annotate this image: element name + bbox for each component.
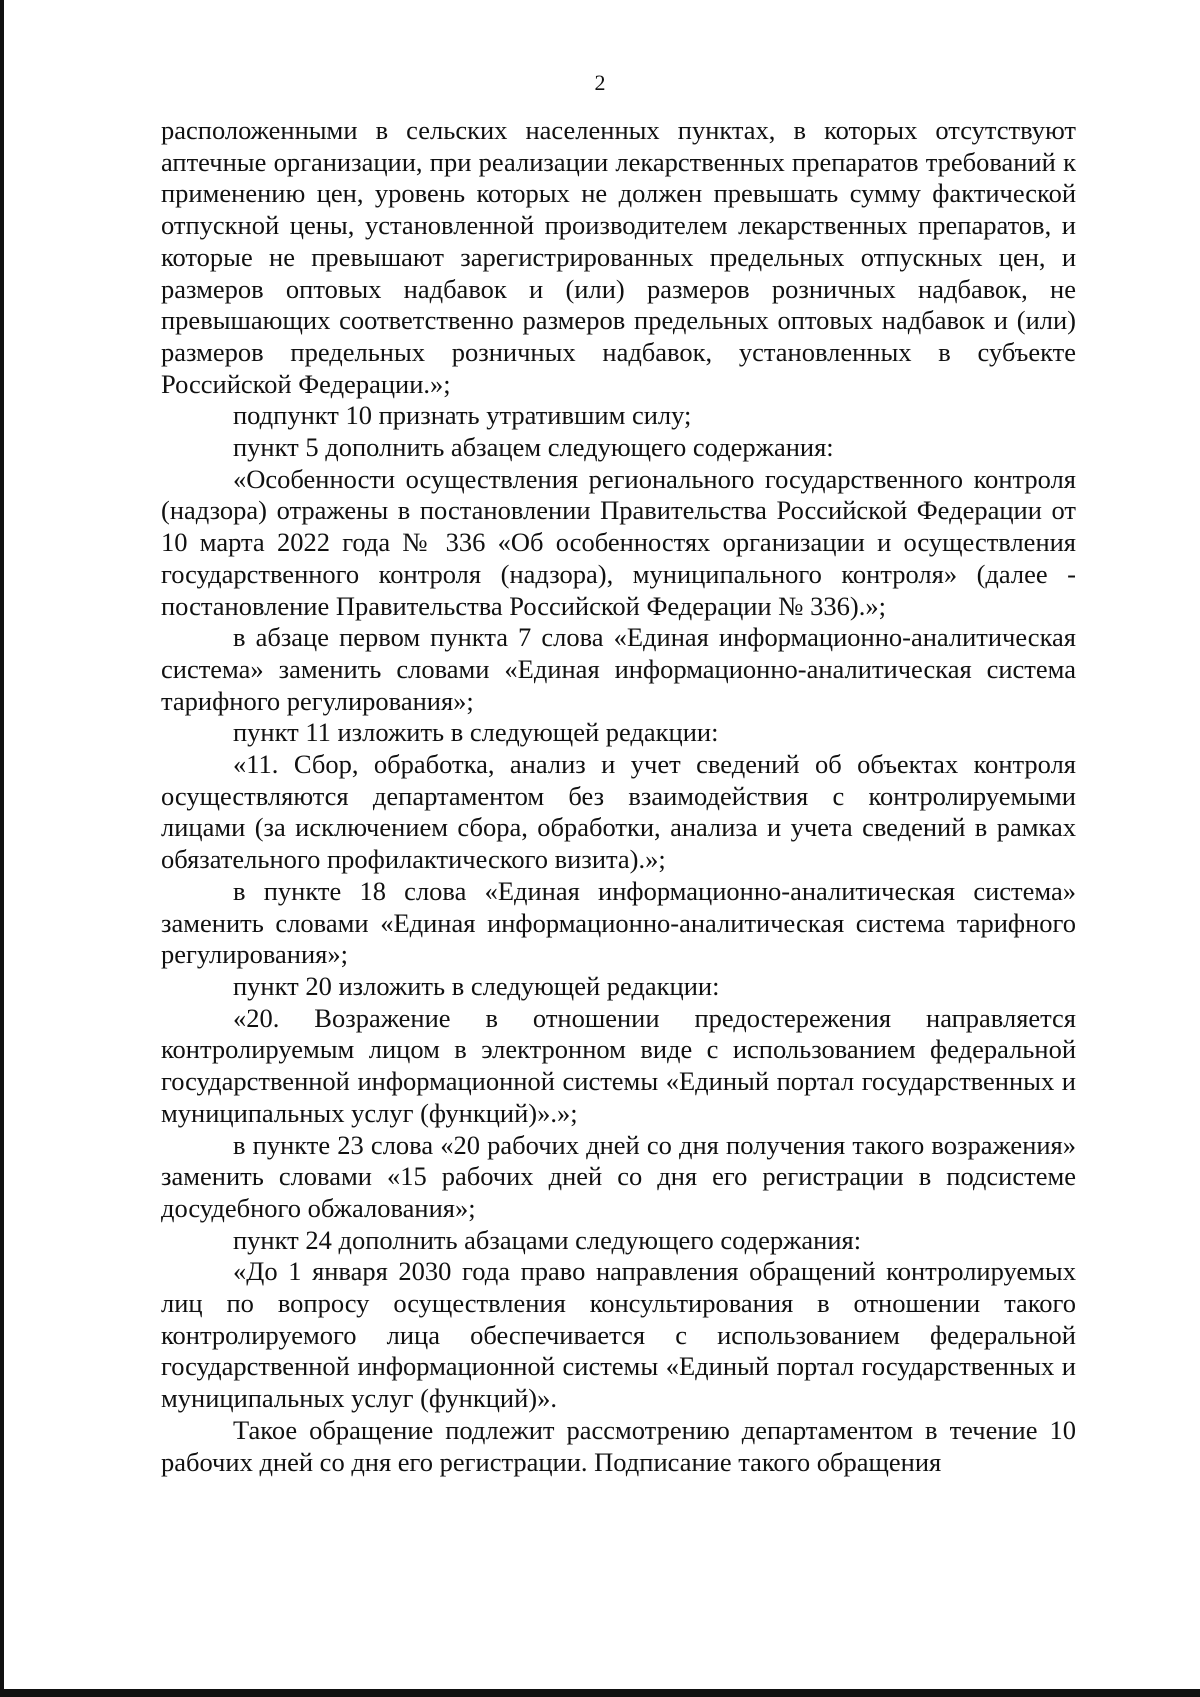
- paragraph-point-5-intro: пункт 5 дополнить абзацем следующего содержания:: [233, 432, 834, 463]
- paragraph-point-24-intro: пункт 24 дополнить абзацами следующего содержания:: [233, 1224, 862, 1255]
- paragraph-point-24-text-2: Такое обращение подлежит рассмотрению департаментом в течение 10 рабочих дней со дня его регистрации. Подписание такого обращения: [161, 1414, 1076, 1477]
- paragraph-point-20-intro: пункт 20 изложить в следующей редакции:: [233, 970, 720, 1001]
- scan-bottom-border: [0, 1689, 1200, 1697]
- paragraph-point-11-intro: пункт 11 изложить в следующей редакции:: [233, 717, 719, 748]
- paragraph-point-5-text: «Особенности осуществления регионального государственного контроля (надзора) отражены в постановлении Правительства Российской Федерации от 10 марта 2022 года № 336 «Об особенностях организации и осуществления государственного контроля (надзора), муниципального контроля» (далее - постановление Правительства Российской Федерации № 336).»;: [161, 463, 1076, 621]
- paragraph-subpoint-10: подпункт 10 признать утратившим силу;: [233, 400, 692, 431]
- paragraph-point-23: в пункте 23 слова «20 рабочих дней со дня получения такого возражения» заменить словами «15 рабочих дней со дня его регистрации в подсистеме досудебного обжалования»;: [161, 1129, 1076, 1223]
- paragraph-point-7: в абзаце первом пункта 7 слова «Единая информационно-аналитическая система» заменить словами «Единая информационно-аналитическая система тарифного регулирования»;: [161, 622, 1076, 716]
- scan-left-border: [0, 0, 4, 1697]
- paragraph-point-24-text-1: «До 1 января 2030 года право направления обращений контролируемых лиц по вопросу осуществления консультирования в отношении такого контролируемого лица обеспечивается с использованием федеральной государственной информационной системы «Единый портал государственных и муниципальных услуг (функций)».: [161, 1256, 1076, 1414]
- paragraph-point-11-text: «11. Сбор, обработка, анализ и учет сведений об объектах контроля осуществляются департаментом без взаимодействия с контролируемыми лицами (за исключением сбора, обработки, анализа и учета сведений в рамках обязательного профилактического визита).»;: [161, 749, 1076, 875]
- paragraph-continuation: расположенными в сельских населенных пунктах, в которых отсутствуют аптечные организации, при реализации лекарственных препаратов требований к применению цен, уровень которых не должен превышать сумму фактической отпускной цены, установленной производителем лекарственных препаратов, и которые не превышают зарегистрированных предельных отпускных цен, и размеров оптовых надбавок и (или) размеров розничных надбавок, не превышающих соответственно размеров предельных оптовых надбавок и (или) размеров предельных розничных надбавок, установленных в субъекте Российской Федерации.»;: [161, 115, 1076, 399]
- document-body: [161, 115, 1076, 1478]
- paragraph-point-18: в пункте 18 слова «Единая информационно-аналитическая система» заменить словами «Единая информационно-аналитическая система тарифного регулирования»;: [161, 875, 1076, 970]
- paragraph-point-20-text: «20. Возражение в отношении предостережения направляется контролируемым лицом в электронном виде с использованием федеральной государственной информационной системы «Единый портал государственных и муниципальных услуг (функций)».»;: [161, 1002, 1076, 1128]
- page-number: 2: [594, 70, 606, 95]
